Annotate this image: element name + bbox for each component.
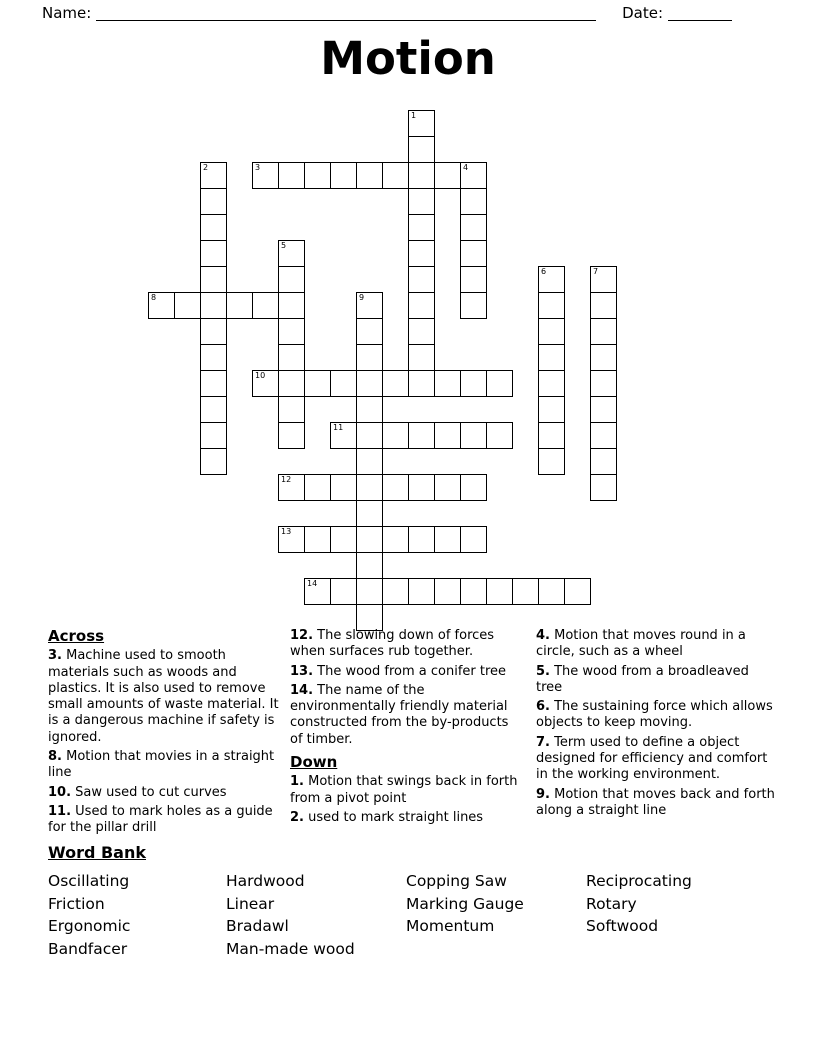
grid-cell[interactable]	[408, 526, 435, 553]
clue-number: 5.	[536, 663, 550, 679]
grid-cell[interactable]	[538, 344, 565, 371]
grid-cell[interactable]	[330, 526, 357, 553]
grid-cell[interactable]	[434, 474, 461, 501]
word-bank-column	[48, 870, 226, 960]
grid-cell[interactable]	[408, 266, 435, 293]
grid-cell[interactable]	[408, 578, 435, 605]
clue-across-8: 8. Motion that movies in a straight line	[48, 749, 275, 781]
clue-across-10: 10. Saw used to cut curves	[48, 784, 227, 800]
grid-cell[interactable]	[434, 370, 461, 397]
grid-cell[interactable]	[356, 500, 383, 527]
grid-cell[interactable]	[200, 370, 227, 397]
grid-cell[interactable]	[356, 448, 383, 475]
grid-cell[interactable]	[252, 370, 279, 397]
grid-cell[interactable]	[408, 110, 435, 137]
name-label: Name:	[42, 4, 92, 22]
grid-cell[interactable]	[538, 318, 565, 345]
grid-cell[interactable]	[590, 422, 617, 449]
grid-cell[interactable]	[148, 292, 175, 319]
grid-cell[interactable]	[174, 292, 201, 319]
grid-cell[interactable]	[356, 292, 383, 319]
grid-cell[interactable]	[408, 136, 435, 163]
clue-number: 4.	[536, 628, 550, 643]
grid-cell[interactable]	[382, 370, 409, 397]
grid-cell[interactable]	[356, 344, 383, 371]
grid-cell[interactable]	[486, 578, 513, 605]
word-bank-word: Softwood	[586, 917, 659, 935]
cell-number: 14	[307, 579, 318, 588]
word-bank-column	[406, 870, 586, 960]
word-bank-word: Oscillating	[48, 872, 130, 890]
grid-cell[interactable]	[538, 266, 565, 293]
grid-cell[interactable]	[408, 162, 435, 189]
grid-cell[interactable]	[408, 344, 435, 371]
grid-cell[interactable]	[486, 422, 513, 449]
grid-cell[interactable]	[356, 422, 383, 449]
page-title: Motion	[320, 32, 496, 85]
grid-cell[interactable]	[200, 240, 227, 267]
grid-cell[interactable]	[590, 292, 617, 319]
clues-across-list-1	[48, 648, 288, 836]
word-bank-word: Rotary	[586, 894, 637, 913]
grid-cell[interactable]	[356, 162, 383, 189]
grid-cell[interactable]	[460, 214, 487, 241]
word-bank-word: Ergonomic	[48, 917, 131, 935]
crossword-grid	[148, 110, 668, 634]
clue-number: 14.	[290, 682, 314, 698]
clues-column-3	[536, 628, 776, 822]
clue-number: 6.	[536, 699, 550, 715]
grid-cell[interactable]	[200, 422, 227, 449]
down-header: Down	[290, 753, 338, 772]
clue-number: 10.	[48, 784, 72, 800]
grid-cell[interactable]	[408, 214, 435, 241]
grid-cell[interactable]	[538, 448, 565, 475]
grid-cell[interactable]	[460, 422, 487, 449]
clue-number: 11.	[48, 803, 72, 819]
grid-cell[interactable]	[252, 162, 279, 189]
grid-cell[interactable]	[538, 422, 565, 449]
clues-down-list-2	[536, 628, 776, 819]
grid-cell[interactable]	[278, 240, 305, 267]
clue-number: 7.	[536, 734, 550, 750]
grid-cell[interactable]	[590, 474, 617, 501]
grid-cell[interactable]	[278, 292, 305, 319]
grid-cell[interactable]	[408, 292, 435, 319]
clue-number: 13.	[290, 663, 314, 679]
grid-cell[interactable]	[434, 578, 461, 605]
grid-cell[interactable]	[460, 370, 487, 397]
grid-cell[interactable]	[330, 162, 357, 189]
grid-cell[interactable]	[512, 578, 539, 605]
grid-cell[interactable]	[200, 214, 227, 241]
grid-cell[interactable]	[382, 526, 409, 553]
grid-cell[interactable]	[538, 396, 565, 423]
grid-cell[interactable]	[486, 370, 513, 397]
word-bank-word: Marking Gauge	[406, 894, 524, 913]
clue-number: 1.	[290, 774, 304, 790]
grid-cell[interactable]	[252, 292, 279, 319]
word-bank-word: Momentum	[406, 917, 495, 935]
clues-across-list-2	[290, 628, 518, 748]
grid-cell[interactable]	[278, 474, 305, 501]
grid-cell[interactable]	[408, 240, 435, 267]
word-bank-word: Bradawl	[226, 917, 289, 935]
grid-cell[interactable]	[590, 396, 617, 423]
grid-cell[interactable]	[356, 474, 383, 501]
grid-cell[interactable]	[590, 344, 617, 371]
clue-across-11: 11. Used to mark holes as a guide for the pillar drill	[48, 803, 273, 836]
word-bank-word: Reciprocating	[586, 872, 692, 890]
cell-number: 3	[255, 163, 261, 172]
cell-number: 2	[203, 163, 209, 172]
word-bank-columns	[48, 870, 776, 960]
word-bank-column	[586, 870, 692, 960]
grid-cell[interactable]	[356, 578, 383, 605]
date-label: Date:	[622, 4, 663, 22]
word-bank-header: Word Bank	[48, 843, 147, 862]
grid-cell[interactable]	[304, 162, 331, 189]
cell-number: 6	[541, 267, 547, 276]
grid-cell[interactable]	[382, 422, 409, 449]
grid-cell[interactable]	[200, 344, 227, 371]
grid-cell[interactable]	[356, 370, 383, 397]
grid-cell[interactable]	[200, 188, 227, 215]
grid-cell[interactable]	[226, 292, 253, 319]
grid-cell[interactable]	[304, 526, 331, 553]
word-bank-column	[226, 870, 406, 960]
header	[42, 4, 732, 22]
grid-cell[interactable]	[590, 448, 617, 475]
grid-cell[interactable]	[278, 422, 305, 449]
cell-number: 1	[411, 111, 417, 120]
grid-cell[interactable]	[278, 344, 305, 371]
grid-cell[interactable]	[200, 292, 227, 319]
across-header: Across	[48, 627, 105, 645]
clue-across-3: 3. Machine used to smooth materials such as woods and plastics. It is also used to remove small amounts of waste material. It is a dangerous machine if safety is ignored.	[48, 648, 279, 745]
grid-cell[interactable]	[564, 578, 591, 605]
cell-number: 13	[281, 527, 292, 536]
grid-cell[interactable]	[590, 266, 617, 293]
grid-cell[interactable]	[200, 266, 227, 293]
cell-number: 11	[333, 423, 344, 432]
grid-cell[interactable]	[460, 188, 487, 215]
clue-across-14: 14. The name of the environmentally friendly material constructed from the by-products of timber.	[290, 682, 509, 747]
grid-cell[interactable]	[434, 162, 461, 189]
grid-cell[interactable]	[330, 422, 357, 449]
grid-cell[interactable]	[460, 292, 487, 319]
word-bank-word: Friction	[48, 894, 105, 913]
grid-cell[interactable]	[278, 266, 305, 293]
clue-across-12: 12. The slowing down of forces when surfaces rub together.	[290, 628, 495, 660]
grid-cell[interactable]	[278, 318, 305, 345]
grid-cell[interactable]	[356, 396, 383, 423]
cell-number: 10	[255, 371, 266, 380]
grid-cell[interactable]	[590, 318, 617, 345]
grid-cell[interactable]	[408, 370, 435, 397]
clue-down-6: 6. The sustaining force which allows objects to keep moving.	[536, 699, 773, 731]
grid-cell[interactable]	[408, 422, 435, 449]
grid-cell[interactable]	[382, 578, 409, 605]
name-blank-line[interactable]	[96, 6, 596, 21]
grid-cell[interactable]	[304, 578, 331, 605]
grid-cell[interactable]	[278, 526, 305, 553]
clues-column-1	[48, 628, 288, 840]
grid-cell[interactable]	[356, 318, 383, 345]
clue-down-4: 4. Motion that moves round in a circle, such as a wheel	[536, 628, 746, 660]
grid-cell[interactable]	[356, 604, 383, 631]
grid-cell[interactable]	[356, 526, 383, 553]
grid-cell[interactable]	[460, 240, 487, 267]
grid-cell[interactable]	[460, 162, 487, 189]
clue-down-1: 1. Motion that swings back in forth from a pivot point	[290, 774, 518, 806]
clue-number: 12.	[290, 628, 314, 643]
word-bank-word: Man-made wood	[226, 939, 355, 958]
grid-cell[interactable]	[330, 370, 357, 397]
grid-cell[interactable]	[304, 474, 331, 501]
cell-number: 12	[281, 475, 292, 484]
cell-number: 8	[151, 293, 157, 302]
grid-cell[interactable]	[434, 526, 461, 553]
clues-down-list-1	[290, 774, 518, 826]
word-bank-word: Linear	[226, 894, 275, 913]
grid-cell[interactable]	[278, 162, 305, 189]
grid-cell[interactable]	[200, 448, 227, 475]
grid-cell[interactable]	[330, 578, 357, 605]
grid-cell[interactable]	[538, 370, 565, 397]
cell-number: 7	[593, 267, 599, 276]
clue-across-13: 13. The wood from a conifer tree	[290, 663, 507, 679]
word-bank-word: Copping Saw	[406, 872, 507, 890]
clue-number: 2.	[290, 809, 304, 825]
grid-cell[interactable]	[278, 370, 305, 397]
grid-cell[interactable]	[538, 578, 565, 605]
grid-cell[interactable]	[408, 318, 435, 345]
clue-number: 3.	[48, 648, 62, 664]
grid-cell[interactable]	[460, 578, 487, 605]
grid-cell[interactable]	[538, 292, 565, 319]
cell-number: 5	[281, 241, 287, 250]
cell-number: 4	[463, 163, 469, 172]
grid-cell[interactable]	[460, 474, 487, 501]
clue-number: 8.	[48, 749, 62, 765]
word-bank-word: Bandfacer	[48, 939, 128, 958]
clue-down-5: 5. The wood from a broadleaved tree	[536, 663, 749, 695]
grid-cell[interactable]	[590, 370, 617, 397]
grid-cell[interactable]	[200, 162, 227, 189]
grid-cell[interactable]	[304, 370, 331, 397]
clue-number: 9.	[536, 786, 550, 802]
grid-cell[interactable]	[382, 162, 409, 189]
grid-cell[interactable]	[382, 474, 409, 501]
clues-column-2	[290, 628, 518, 829]
grid-cell[interactable]	[460, 266, 487, 293]
grid-cell[interactable]	[356, 552, 383, 579]
word-bank	[48, 843, 776, 960]
clue-down-9: 9. Motion that moves back and forth along a straight line	[536, 786, 775, 818]
clue-down-2: 2. used to mark straight lines	[290, 809, 484, 825]
grid-cell[interactable]	[330, 474, 357, 501]
grid-cell[interactable]	[460, 526, 487, 553]
date-blank-line[interactable]	[668, 6, 732, 21]
grid-cell[interactable]	[200, 396, 227, 423]
grid-cell[interactable]	[434, 422, 461, 449]
word-bank-word: Hardwood	[226, 872, 305, 890]
clue-down-7: 7. Term used to define a object designed for efficiency and comfort in the working environment.	[536, 734, 768, 783]
cell-number: 9	[359, 293, 365, 302]
grid-cell[interactable]	[408, 474, 435, 501]
grid-cell[interactable]	[408, 188, 435, 215]
grid-cell[interactable]	[200, 318, 227, 345]
grid-cell[interactable]	[278, 396, 305, 423]
